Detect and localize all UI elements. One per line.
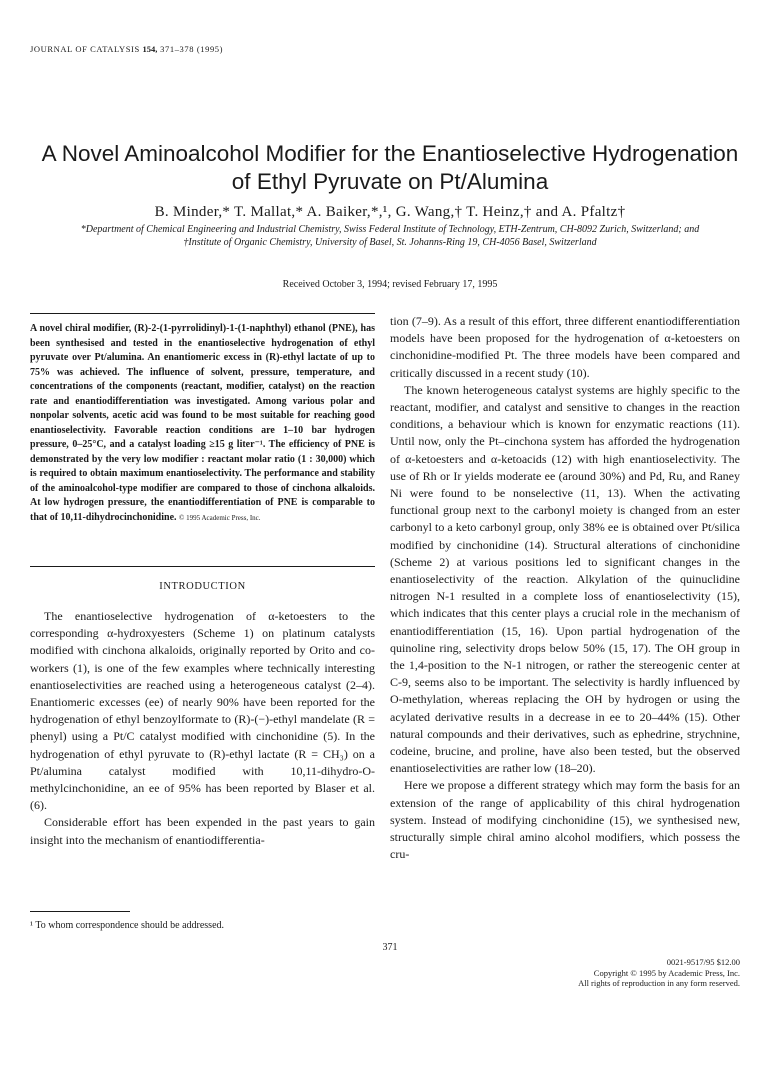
abstract-bottom-rule bbox=[30, 566, 375, 567]
copyright-line: Copyright © 1995 by Academic Press, Inc. bbox=[593, 967, 740, 978]
paragraph: The known heterogeneous catalyst systems are highly specific to the reactant, modifier, and catalyst and sensitive to changes in the reaction conditions, a behaviour which is known for enzymatic reactions (11). Until now, only the Pt–cinchona system has afforded the hydrogenation of α-ketoesters and α-ketoacids (12) with high enantioselectivity. The use of Rh or Ir yields moderate ee (around 30%) and Pd, Ru, and Raney Ni were found to be nonselective (11, 13). When the activating functional group next to the carbonyl moiety is changed from an ester carbonyl to a keto carbonyl group, only 38% ee is obtained over Pt/silica modified by cinchonidine (14). Structural alterations of cinchonidine (Scheme 2) at various positions led to significant changes in the enantioselectivity of the reaction. Alkylation of the quinuclidine nitrogen N-1 resulted in a complete loss of enantioselectivity (15), which indicates that this center plays a crucial role in the mechanism of enantiodifferentiation (15, 16). Upon partial hydrogenation of the quinoline ring, selectivity drops below 50% (15, 17). The OH group in the 1,4-position to the N-1 nitrogen, or rather the stereogenic center at C-9, seems also to be important. The selectivity is hardly influenced by O-methylation, whereas replacing the OH by hydrogen or using the acylated derivative results in a decrease in ee to 20–44% (15). Other natural compounds and their derivatives, such as ephedrine, strychnine, codeine, brucine, and proline, have also been tested, but the observed enantioselectivities are rather low (18–20). bbox=[390, 382, 740, 776]
copyright-block bbox=[450, 957, 740, 989]
journal-volume: 154, bbox=[142, 44, 158, 54]
article-authors: B. Minder,* T. Mallat,* A. Baiker,*,¹, G. Wang,† T. Heinz,† and A. Pfaltz† bbox=[154, 204, 626, 220]
left-column-text bbox=[30, 608, 375, 849]
paragraph: Here we propose a different strategy which may form the basis for an extension of the range of applicability of this chiral hydrogenation system. Instead of modifying cinchonidine (15), we synthesised new, structurally simple chiral amino alcohol modifiers, which possess the cru- bbox=[390, 778, 740, 862]
rights-line: All rights of reproduction in any form reserved. bbox=[578, 978, 740, 988]
footnote-rule bbox=[30, 911, 130, 912]
journal-pages-year: 371–378 (1995) bbox=[160, 44, 224, 54]
abstract bbox=[30, 322, 375, 525]
article-affiliation: *Department of Chemical Engineering and Industrial Chemistry, Swiss Federal Institute of Technology, ETH-Zentrum, CH-8092 Zurich, Switzerland; and †Institute of Organic Chemistry, University of Basel, St. Johanns-Ring 19, CH-4056 Basel, Switzerland bbox=[80, 224, 700, 248]
abstract-top-rule bbox=[30, 313, 375, 314]
journal-name: JOURNAL OF CATALYSIS bbox=[30, 44, 140, 54]
section-heading-introduction: INTRODUCTION bbox=[159, 581, 246, 592]
paragraph: Considerable effort has been expended in the past years to gain insight into the mechanism of enantiodifferentia- bbox=[30, 815, 375, 847]
paragraph: tion (7–9). As a result of this effort, three different enantiodifferentiation models have been proposed for the hydrogenation of α-ketoesters on cinchonidine-modified Pt. The three models have been compared and critically discussed in a recent study (10). bbox=[390, 314, 740, 380]
article-title: A Novel Aminoalcohol Modifier for the Enantioselective Hydrogenation of Ethyl Pyruvate on Pt/Alumina bbox=[41, 141, 739, 194]
right-column-text bbox=[390, 313, 740, 864]
received-dates: Received October 3, 1994; revised February 17, 1995 bbox=[282, 279, 498, 290]
issn-price: 0021-9517/95 $12.00 bbox=[666, 957, 740, 967]
abstract-text: A novel chiral modifier, (R)-2-(1-pyrrolidinyl)-1-(1-naphthyl) ethanol (PNE), has been synthesised and tested in the enantioselective hydrogenation of ethyl pyruvate over Pt/alumina. An enantiomeric excess in (R)-ethyl lactate of up to 75% was achieved. The influence of solvent, pressure, temperature, and concentrations of the components (reactant, modifier, catalyst) on the reaction rate and enantiodifferentiation was investigated. Among various polar and nonpolar solvents, acetic acid was found to be most suitable for reaching good enantioselectivity. Favorable reaction conditions are 1–10 bar hydrogen pressure, 0–25°C, and a catalyst loading ≥15 g liter⁻¹. The efficiency of PNE is demonstrated by the very low modifier : reactant molar ratio (1 : 30,000) which is required to obtain maximum enantioselectivity. The performance and stability of the aminoalcohol-type modifier are compared to those of cinchona alkaloids. At low hydrogen pressure, the enantiodifferentiation of PNE is comparable to that of 10,11-dihydrocinchonidine. bbox=[30, 323, 375, 523]
journal-header bbox=[30, 44, 223, 54]
page-number: 371 bbox=[382, 942, 398, 953]
abstract-copyright: © 1995 Academic Press, Inc. bbox=[179, 513, 261, 522]
paragraph: The enantioselective hydrogenation of α-ketoesters to the corresponding α-hydroxyesters (Scheme 1) on platinum catalysts modified with cinchona alkaloids, originally reported by Orito and co-workers (1), is one of the few examples where technically interesting enantioselectivities are reached using a heterogeneous catalyst (2–4). Enantiomeric excesses (ee) of nearly 90% have been reported for the hydrogenation of ethyl benzoylformate to (R)-(−)-ethyl mandelate (R = phenyl) using a Pt/C catalyst modified with cinchonidine (5). In the hydrogenation of ethyl pyruvate to (R)-ethyl lactate (R = CH₃) on a Pt/alumina catalyst modified with 10,11-dihydro-O-methylcinchonidine, an ee of 95% has been reported by Blaser et al. (6). bbox=[30, 609, 375, 813]
footnote: ¹ To whom correspondence should be addressed. bbox=[30, 920, 225, 931]
